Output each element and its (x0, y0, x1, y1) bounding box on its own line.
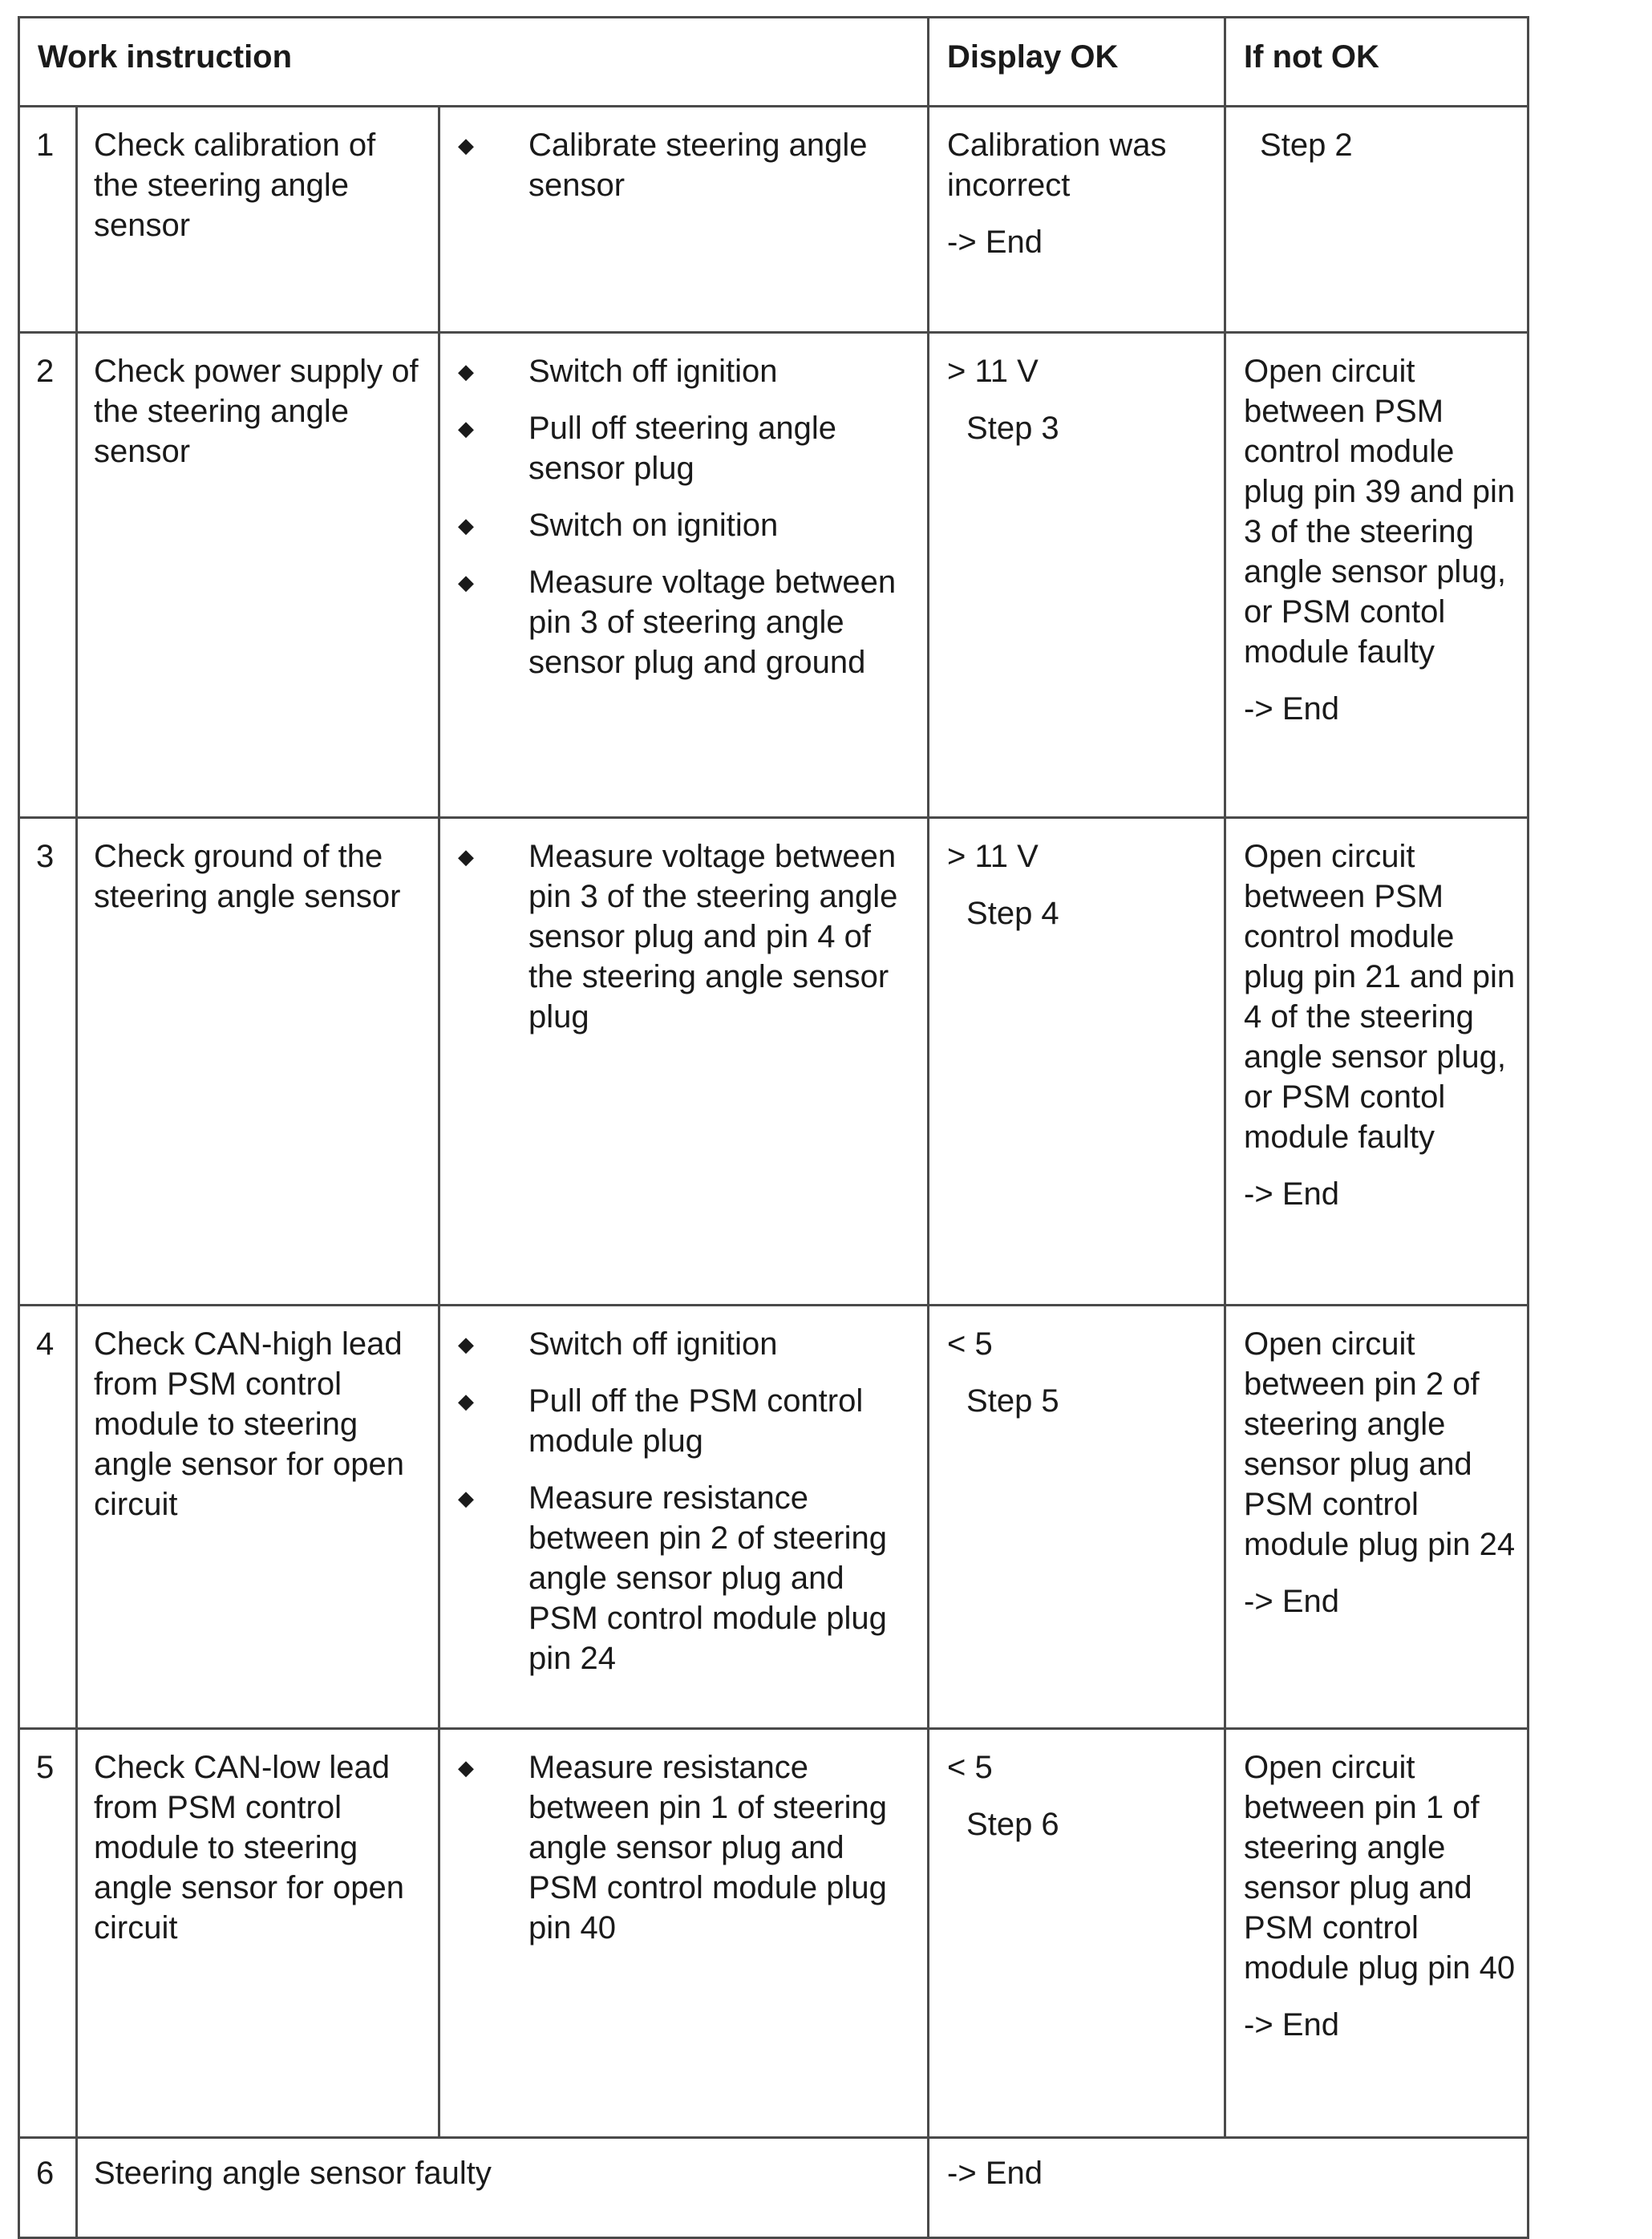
diamond-bullet-icon: ◆ (458, 416, 474, 440)
step-instructions (439, 333, 929, 818)
not-ok-text: Open circuit between pin 2 of steering angle sensor plug and PSM control module plug pin 24 (1244, 1326, 1516, 1562)
not-ok-text: Open circuit between PSM control module plug pin 21 and pin 4 of the steering angle sensor plug, or PSM contol module faulty (1244, 839, 1516, 1155)
not-ok-text: Open circuit between PSM control module plug pin 39 and pin 3 of the steering angle sensor plug, or PSM contol module faulty (1244, 354, 1516, 670)
display-ok-cell (929, 1729, 1225, 2138)
instruction-item (458, 351, 914, 391)
diamond-bullet-icon: ◆ (458, 1389, 474, 1413)
instruction-item (458, 836, 914, 1037)
step-number: 3 (19, 818, 77, 1306)
header-work-instruction: Work instruction (19, 18, 929, 107)
step-task: Steering angle sensor faulty (77, 2138, 929, 2238)
step-task: Check calibration of the steering angle sensor (77, 107, 439, 333)
instruction-item (458, 1747, 914, 1948)
diamond-bullet-icon: ◆ (458, 359, 474, 383)
table-row (19, 107, 1529, 333)
step-task: Check CAN-low lead from PSM control module to steering angle sensor for open circuit (77, 1729, 439, 2138)
step-number: 4 (19, 1306, 77, 1729)
diamond-bullet-icon: ◆ (458, 570, 474, 594)
not-ok-cell (1225, 333, 1529, 818)
instruction-item (458, 408, 914, 488)
instruction-text: Switch off ignition (528, 1326, 778, 1362)
not-ok-cell (1225, 1729, 1529, 2138)
not-ok-cell (1225, 818, 1529, 1306)
ok-next: Step 6 (966, 1807, 1059, 1842)
diamond-bullet-icon: ◆ (458, 1332, 474, 1356)
ok-next: Step 3 (966, 411, 1059, 446)
step-task: Check CAN-high lead from PSM control module to steering angle sensor for open circuit (77, 1306, 439, 1729)
not-ok-next: -> End (1244, 691, 1339, 727)
not-ok-next: -> End (1244, 1584, 1339, 1619)
instruction-item (458, 125, 914, 205)
ok-next: Step 5 (966, 1383, 1059, 1419)
ok-value: > 11 V (947, 839, 1039, 874)
instruction-text: Switch off ignition (528, 354, 778, 389)
table-header-row (19, 18, 1529, 107)
display-ok-cell (929, 818, 1225, 1306)
step-instructions (439, 107, 929, 333)
table-row-final (19, 2138, 1529, 2238)
step-task: Check ground of the steering angle sensor (77, 818, 439, 1306)
diamond-bullet-icon: ◆ (458, 133, 474, 157)
ok-next: Step 4 (966, 896, 1059, 931)
table-row (19, 1729, 1529, 2138)
ok-value: < 5 (947, 1326, 993, 1362)
diamond-bullet-icon: ◆ (458, 1755, 474, 1779)
instruction-text: Pull off the PSM control module plug (528, 1383, 864, 1459)
instruction-text: Measure voltage between pin 3 of steering angle sensor plug and ground (528, 565, 897, 680)
display-ok-cell (929, 107, 1225, 333)
step-instructions (439, 818, 929, 1306)
table-row (19, 333, 1529, 818)
step-task: Check power supply of the steering angle sensor (77, 333, 439, 818)
table-row (19, 1306, 1529, 1729)
step-instructions (439, 1729, 929, 2138)
ok-value: > 11 V (947, 354, 1039, 389)
not-ok-text: Step 2 (1260, 128, 1353, 163)
table-row (19, 818, 1529, 1306)
work-instruction-sheet (18, 16, 1527, 2239)
not-ok-cell (1225, 107, 1529, 333)
ok-next: -> End (947, 225, 1043, 260)
step-number: 1 (19, 107, 77, 333)
diamond-bullet-icon: ◆ (458, 513, 474, 537)
ok-value: Calibration was incorrect (947, 128, 1167, 203)
instruction-item (458, 562, 914, 682)
display-ok-cell (929, 1306, 1225, 1729)
instruction-text: Switch on ignition (528, 508, 779, 543)
step-instructions (439, 1306, 929, 1729)
display-ok-cell: -> End (929, 2138, 1529, 2238)
not-ok-text: Open circuit between pin 1 of steering angle sensor plug and PSM control module plug pin 40 (1244, 1750, 1516, 1986)
work-instruction-table (18, 16, 1529, 2239)
header-if-not-ok: If not OK (1225, 18, 1529, 107)
instruction-item (458, 1381, 914, 1461)
instruction-text: Calibrate steering angle sensor (528, 128, 868, 203)
header-display-ok: Display OK (929, 18, 1225, 107)
instruction-text: Measure resistance between pin 1 of steering angle sensor plug and PSM control module plug pin 40 (528, 1750, 887, 1945)
not-ok-cell (1225, 1306, 1529, 1729)
diamond-bullet-icon: ◆ (458, 844, 474, 868)
step-number: 5 (19, 1729, 77, 2138)
ok-value: < 5 (947, 1750, 993, 1785)
instruction-text: Pull off steering angle sensor plug (528, 411, 836, 486)
not-ok-next: -> End (1244, 1176, 1339, 1212)
not-ok-next: -> End (1244, 2007, 1339, 2043)
instruction-text: Measure voltage between pin 3 of the steering angle sensor plug and pin 4 of the steering angle sensor plug (528, 839, 898, 1034)
instruction-text: Measure resistance between pin 2 of steering angle sensor plug and PSM control module plug pin 24 (528, 1480, 887, 1676)
display-ok-cell (929, 333, 1225, 818)
instruction-item (458, 1324, 914, 1364)
diamond-bullet-icon: ◆ (458, 1486, 474, 1510)
instruction-item (458, 1478, 914, 1678)
step-number: 6 (19, 2138, 77, 2238)
instruction-item (458, 505, 914, 545)
step-number: 2 (19, 333, 77, 818)
